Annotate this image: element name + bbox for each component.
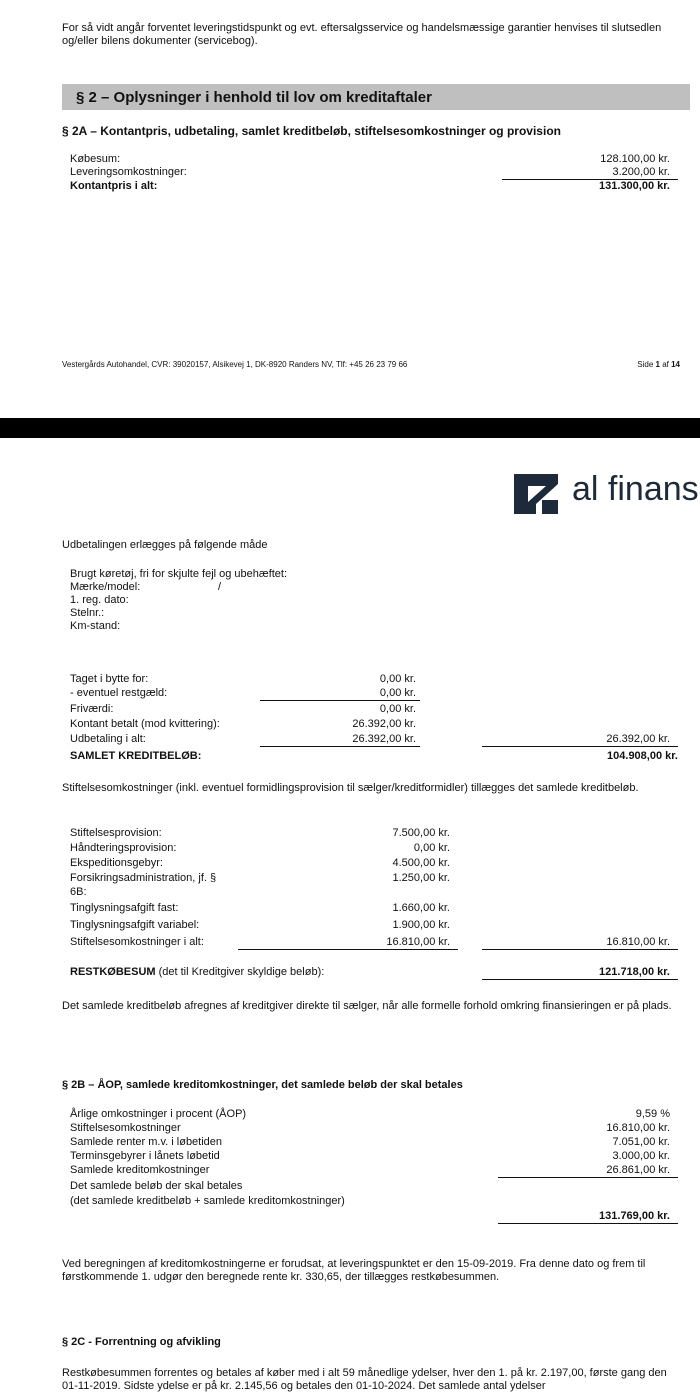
row-label: Ekspeditionsgebyr: — [70, 857, 163, 869]
row-label: Leveringsomkostninger: — [70, 166, 187, 178]
aop-row — [0, 1164, 700, 1177]
aop-row — [0, 1122, 700, 1135]
row-label: Købesum: — [70, 153, 121, 165]
row-value: 7.500,00 kr. — [392, 827, 450, 839]
aop-row — [0, 1180, 700, 1193]
trade-row — [0, 687, 700, 700]
row-label: Friværdi: — [70, 703, 114, 715]
aop-total-row — [0, 1210, 700, 1223]
row-value: 16.810,00 kr. — [238, 936, 458, 950]
stift-row — [0, 872, 700, 885]
section-2b-title: § 2B – ÅOP, samlede kreditomkostninger, det samlede beløb der skal betales — [62, 1079, 463, 1091]
row-value: 4.500,00 kr. — [392, 857, 450, 869]
aop-row — [0, 1136, 700, 1149]
row-label: Kontant betalt (mod kvittering): — [70, 718, 220, 730]
stift-row — [0, 919, 700, 932]
row-value: 1.900,00 kr. — [392, 919, 450, 931]
stift-row — [0, 857, 700, 870]
row-label: Tinglysningsafgift variabel: — [70, 919, 200, 931]
row-value: 7.051,00 kr. — [612, 1136, 670, 1148]
row-kontantpris — [0, 180, 700, 193]
row-label: Kontantpris i alt: — [70, 180, 158, 192]
footer-page-number: Side 1 af 14 — [637, 360, 680, 369]
aop-row — [0, 1195, 700, 1208]
row-label: Udbetaling i alt: — [70, 733, 146, 745]
section-2c-title: § 2C - Forrentning og afvikling — [62, 1336, 221, 1348]
row-value: 131.300,00 kr. — [599, 180, 670, 192]
row-label: Det samlede beløb der skal betales — [70, 1180, 243, 1192]
row-label: Stiftelsesomkostninger — [70, 1122, 181, 1134]
stift-row — [0, 902, 700, 915]
row-koebesum — [0, 153, 700, 166]
row-value: 1.250,00 kr. — [392, 872, 450, 884]
row-value: 0,00 kr. — [260, 687, 420, 701]
trade-row — [0, 718, 700, 731]
row-label: RESTKØBESUM (det til Kreditgiver skyldige beløb): — [70, 966, 325, 978]
row-label: Forsikringsadministration, jf. § — [70, 872, 217, 884]
stiftelse-intro: Stiftelsesomkostninger (inkl. eventuel formidlingsprovision til sælger/kreditformidler) tillægges det samlede kreditbeløb. — [62, 782, 639, 794]
row-value: 0,00 kr. — [413, 842, 450, 854]
row-label: Taget i bytte for: — [70, 673, 149, 685]
row-label: Terminsgebyrer i lånets løbetid — [70, 1150, 220, 1162]
row-value: 26.392,00 kr. — [352, 718, 416, 730]
row-label: - eventuel restgæld: — [70, 687, 168, 699]
page-separator — [0, 418, 700, 438]
section-2-header — [62, 84, 690, 110]
row-value: 9,59 % — [635, 1108, 670, 1120]
row-label: Årlige omkostninger i procent (ÅOP) — [70, 1108, 247, 1120]
beregning-text: Ved beregningen af kreditomkostningerne er forudsat, at leveringspunktet er den 15-09-2019. Fra denne dato og frem til førstkommende 1. udgør den beregnede rente kr. 330,65, der tillægges restkøbesummen. — [62, 1258, 646, 1283]
stift-row — [0, 842, 700, 855]
row-value: 26.861,00 kr. — [498, 1164, 678, 1178]
vehicle-block — [70, 568, 470, 633]
row-value: 26.392,00 kr. — [260, 733, 420, 747]
row-label: SAMLET KREDITBELØB: — [70, 750, 202, 762]
row-value: 1.660,00 kr. — [392, 902, 450, 914]
page-footer — [62, 360, 680, 372]
stelnr-label: Stelnr.: — [70, 607, 105, 619]
row-label: 6B: — [70, 886, 87, 898]
trade-row — [0, 703, 700, 716]
stift-row-cont — [0, 886, 700, 899]
row-label: Samlede kreditomkostninger — [70, 1164, 210, 1176]
trade-row — [0, 733, 700, 746]
km-label: Km-stand: — [70, 620, 121, 632]
row-value: 104.908,00 kr. — [607, 750, 678, 762]
row-value: 121.718,00 kr. — [482, 966, 678, 980]
reg-date-label: 1. reg. dato: — [70, 594, 129, 606]
section-2a-title: § 2A – Kontantpris, udbetaling, samlet kreditbeløb, stiftelsesomkostninger og provision — [62, 124, 561, 138]
row-total: 131.769,00 kr. — [498, 1210, 678, 1224]
al-finans-logo-icon — [510, 470, 562, 516]
stift-row — [0, 827, 700, 840]
row-label: Samlede renter m.v. i løbetiden — [70, 1136, 223, 1148]
afvikling-text: Restkøbesummen forrentes og betales af køber med i alt 59 månedlige ydelser, hver den 1. på kr. 2.197,00, første gang den 01-11-2019. Sidste ydelse er på kr. 2.145,56 og betales den 01-10-2024. Det samlede antal ydelser — [62, 1367, 667, 1392]
row-label: Tinglysningsafgift fast: — [70, 902, 179, 914]
row-value: 0,00 kr. — [379, 673, 416, 685]
row-value: 3.200,00 kr. — [502, 166, 678, 180]
aop-row — [0, 1150, 700, 1163]
make-separator: / — [218, 581, 222, 593]
section-2-title: § 2 – Oplysninger i henhold til lov om kreditaftaler — [76, 89, 432, 106]
samlet-kreditbeloeb-row — [0, 750, 700, 763]
row-label: Stiftelsesomkostninger i alt: — [70, 936, 204, 948]
vehicle-heading: Brugt køretøj, fri for skjulte fejl og ubehæftet: — [70, 568, 288, 580]
row-value: 0,00 kr. — [379, 703, 416, 715]
trade-row — [0, 673, 700, 686]
footer-company: Vestergårds Autohandel, CVR: 39020157, Alsikevej 1, DK-8920 Randers NV, Tlf: +45 26 23 79 66 — [62, 360, 408, 369]
make-label: Mærke/model: — [70, 581, 141, 593]
afregning-text: Det samlede kreditbeløb afregnes af kreditgiver direkte til sælger, når alle formelle forhold omkring finansieringen er på plads. — [62, 1000, 672, 1012]
row-label: Stiftelsesprovision: — [70, 827, 162, 839]
logo-text: al finans — [572, 470, 699, 508]
row-levering — [0, 166, 700, 179]
row-label: (det samlede kreditbeløb + samlede kreditomkostninger) — [70, 1195, 345, 1207]
intro-text: For så vidt angår forventet leveringstidspunkt og evt. eftersalgsservice og handelsmæssige garantier henvises til slutsedlen og/eller bilens dokumenter (servicebog). — [62, 22, 662, 47]
restkoebesum-row — [0, 966, 700, 979]
row-label: Håndteringsprovision: — [70, 842, 177, 854]
row-total: 26.392,00 kr. — [482, 733, 678, 747]
stift-total-row — [0, 936, 700, 949]
row-total: 16.810,00 kr. — [482, 936, 678, 950]
aop-row — [0, 1108, 700, 1121]
row-value: 128.100,00 kr. — [600, 153, 670, 165]
row-value: 3.000,00 kr. — [612, 1150, 670, 1162]
udbetaling-title: Udbetalingen erlægges på følgende måde — [62, 539, 268, 551]
row-value: 16.810,00 kr. — [606, 1122, 670, 1134]
